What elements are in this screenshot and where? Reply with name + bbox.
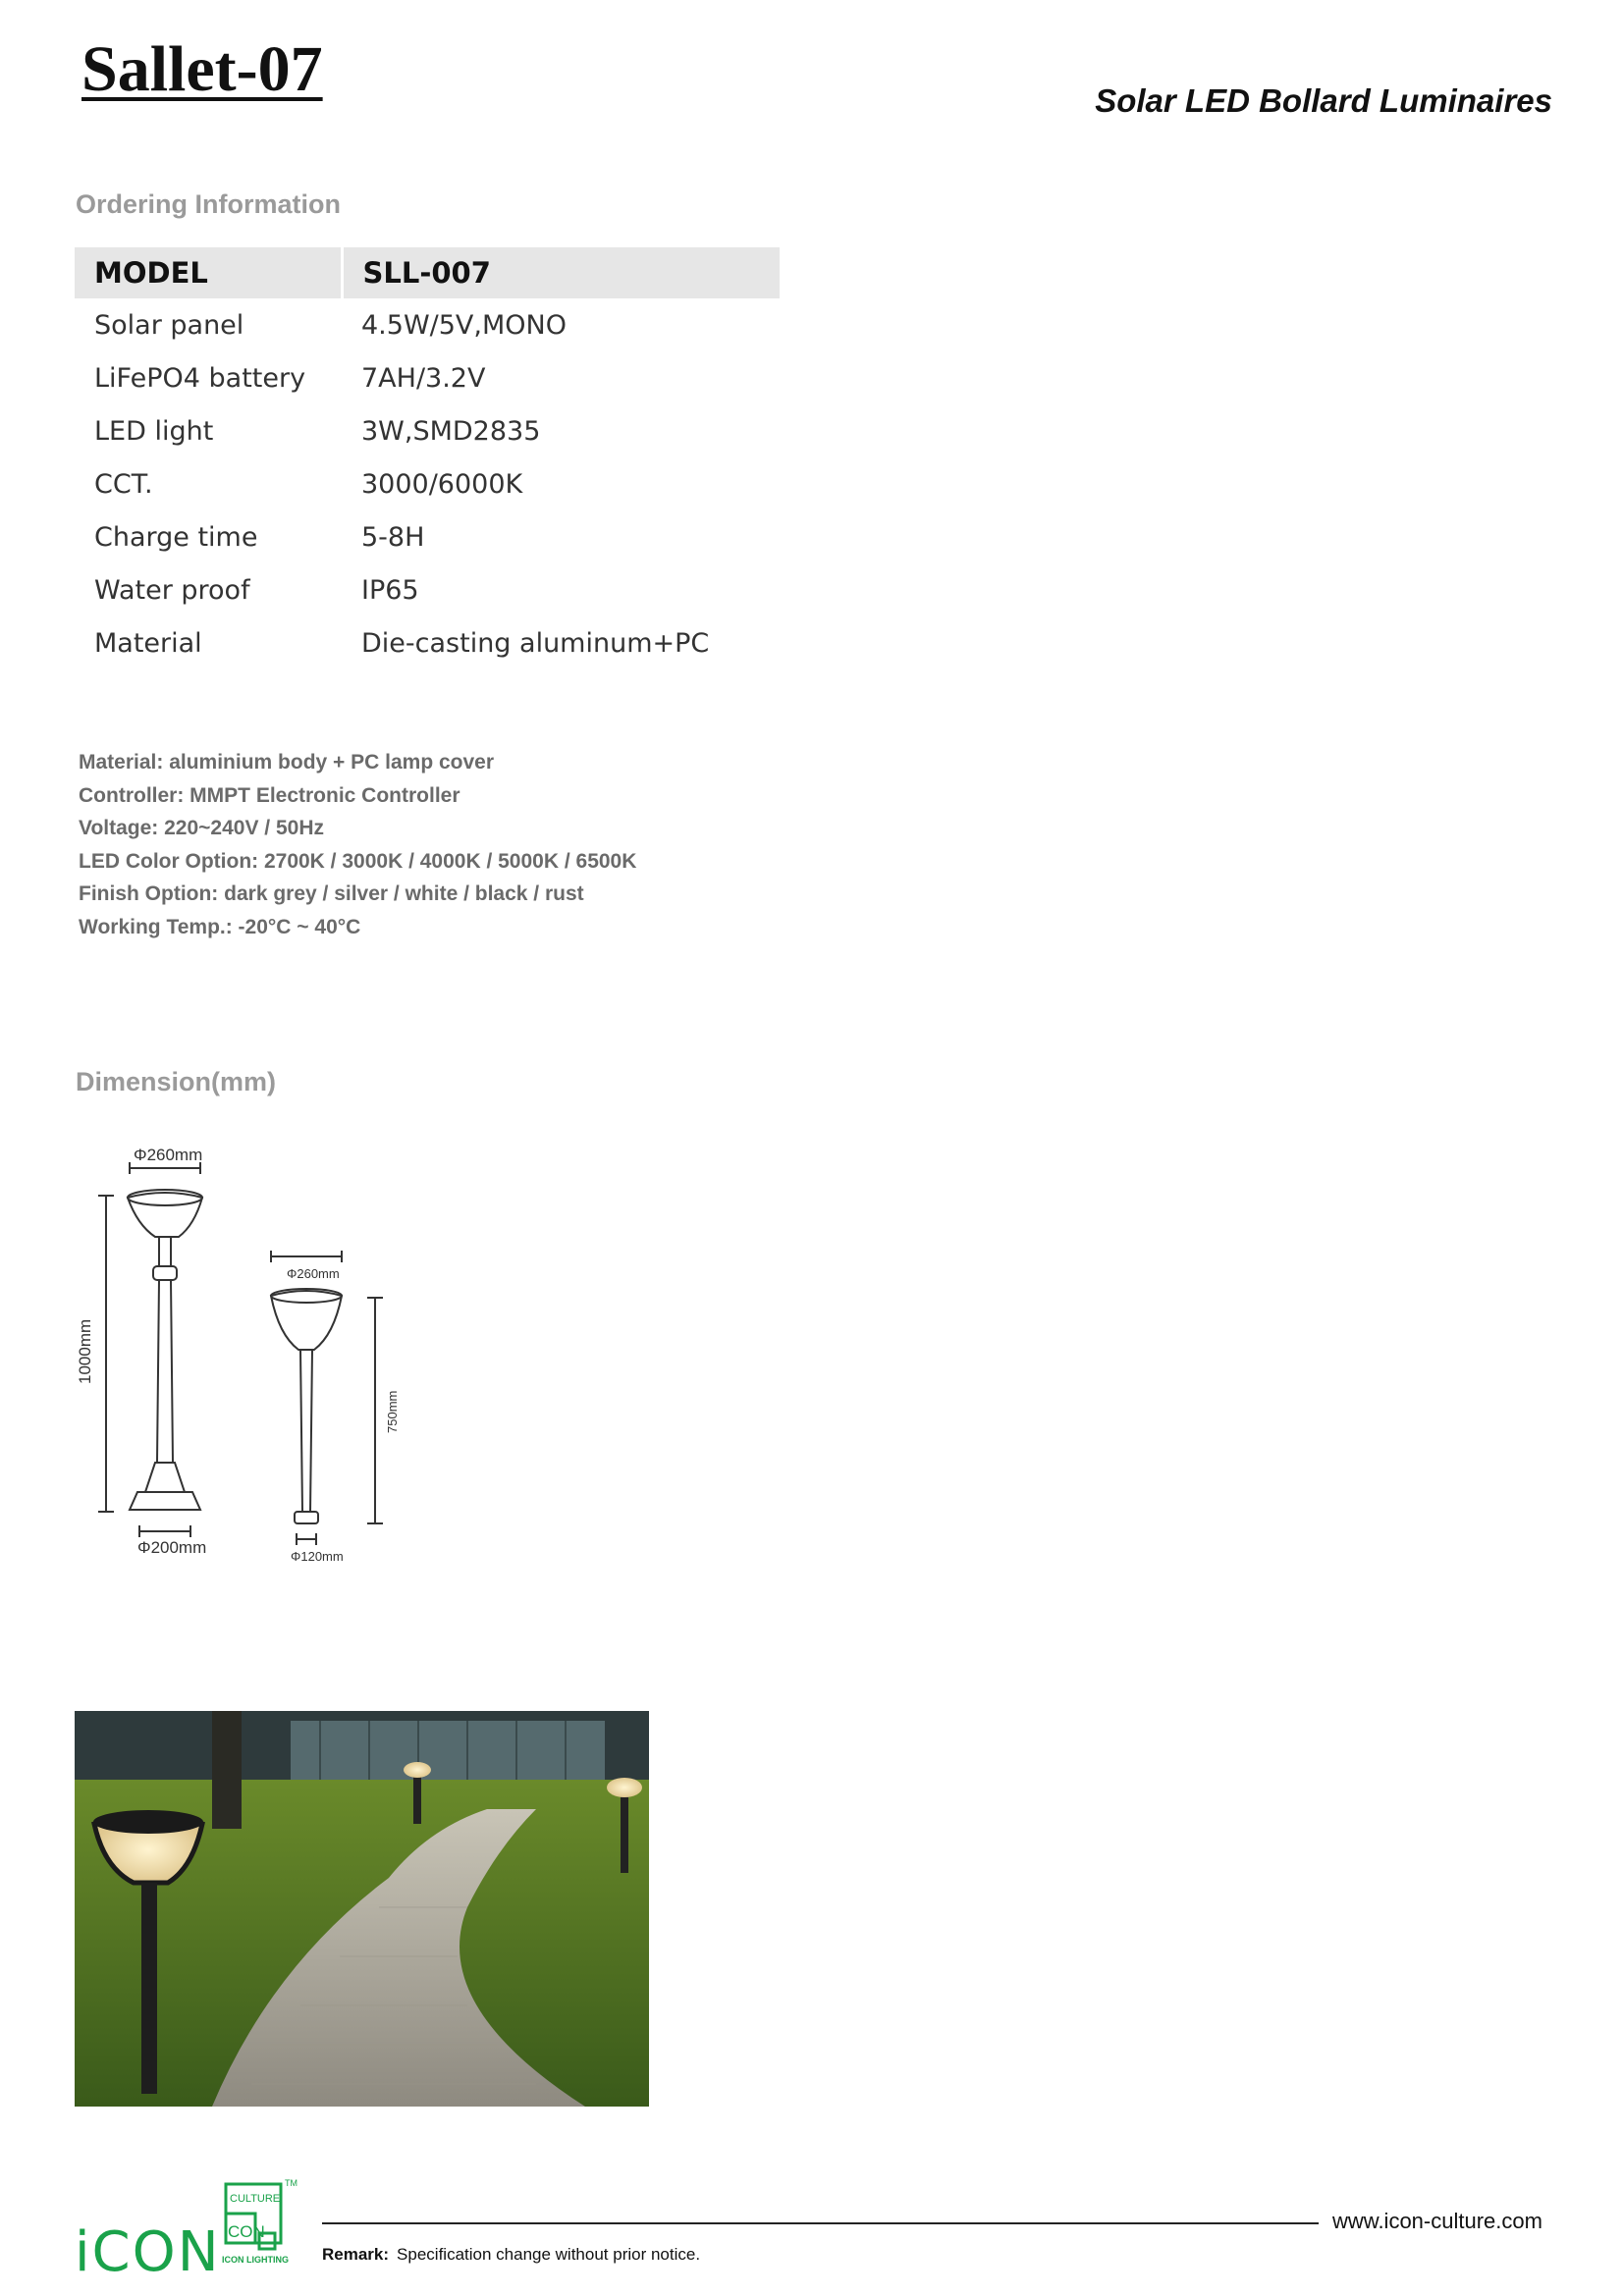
spec-value: 4.5W/5V,MONO: [361, 309, 567, 341]
spec-value: 3W,SMD2835: [361, 415, 541, 447]
table-row: [75, 616, 780, 669]
footer-remark: [322, 2245, 700, 2265]
logo-tm: TM: [285, 2178, 298, 2188]
feature-item: Working Temp.: -20°C ~ 40°C: [79, 915, 361, 938]
feature-item: LED Color Option: 2700K / 3000K / 4000K / 5000K / 6500K: [79, 849, 637, 873]
logo-badge-top: CULTURE: [230, 2193, 281, 2205]
logo-badge-bottom: ICON LIGHTING: [222, 2255, 289, 2265]
table-row: [75, 510, 780, 563]
tall-lamp-base: [145, 1463, 185, 1492]
footer-url[interactable]: www.icon-culture.com: [1332, 2209, 1542, 2233]
logo-wordmark: iCON: [75, 2220, 221, 2284]
remark-label: Remark:: [322, 2245, 390, 2264]
short-base-diameter-label: Φ120mm: [291, 1549, 344, 1564]
spec-label: LiFePO4 battery: [94, 362, 306, 394]
table-row: [75, 298, 780, 351]
feature-item: Controller: MMPT Electronic Controller: [79, 783, 460, 807]
feature-list: [79, 746, 636, 943]
table-row: [75, 563, 780, 616]
spec-table: [75, 247, 780, 669]
spec-value: 3000/6000K: [361, 468, 523, 500]
ordering-heading: Ordering Information: [76, 189, 341, 219]
table-row: [75, 404, 780, 457]
spec-label: CCT.: [94, 468, 153, 500]
logo-badge-mid: CON: [228, 2222, 265, 2241]
footer-divider: [322, 2222, 1319, 2224]
tall-base-diameter-label: Φ200mm: [137, 1538, 207, 1557]
dimension-drawing: [69, 1139, 422, 1590]
spec-table-header-row: [75, 247, 780, 298]
remark-text: Specification change without prior notice.: [397, 2245, 701, 2264]
model-value-header: SLL-007: [342, 247, 780, 298]
tall-height-label: 1000mm: [76, 1318, 94, 1384]
feature-item: Voltage: 220~240V / 50Hz: [79, 817, 324, 839]
feature-item: Finish Option: dark grey / silver / white / black / rust: [79, 882, 584, 905]
spec-value: Die-casting aluminum+PC: [361, 627, 710, 659]
spec-label: Solar panel: [94, 309, 244, 341]
dimension-heading: Dimension(mm): [76, 1067, 277, 1096]
spec-value: IP65: [361, 574, 419, 606]
table-row: [75, 457, 780, 510]
spec-value: 5-8H: [361, 521, 425, 553]
short-top-diameter-label: Φ260mm: [287, 1266, 340, 1281]
tall-lamp-head: [128, 1193, 202, 1237]
spec-label: Material: [94, 627, 202, 659]
spec-label: LED light: [94, 415, 214, 447]
feature-item: Material: aluminium body + PC lamp cover: [79, 751, 495, 774]
product-subtitle: Solar LED Bollard Luminaires: [1095, 82, 1552, 119]
short-height-label: 750mm: [385, 1390, 400, 1433]
table-row: [75, 351, 780, 404]
spec-label: Charge time: [94, 521, 258, 553]
spec-label: Water proof: [94, 574, 250, 606]
tall-top-diameter-label: Φ260mm: [134, 1146, 203, 1164]
spec-value: 7AH/3.2V: [361, 362, 486, 394]
product-photo: [75, 1711, 649, 2107]
product-title: Sallet-07: [81, 33, 323, 105]
model-header: MODEL: [75, 247, 342, 298]
